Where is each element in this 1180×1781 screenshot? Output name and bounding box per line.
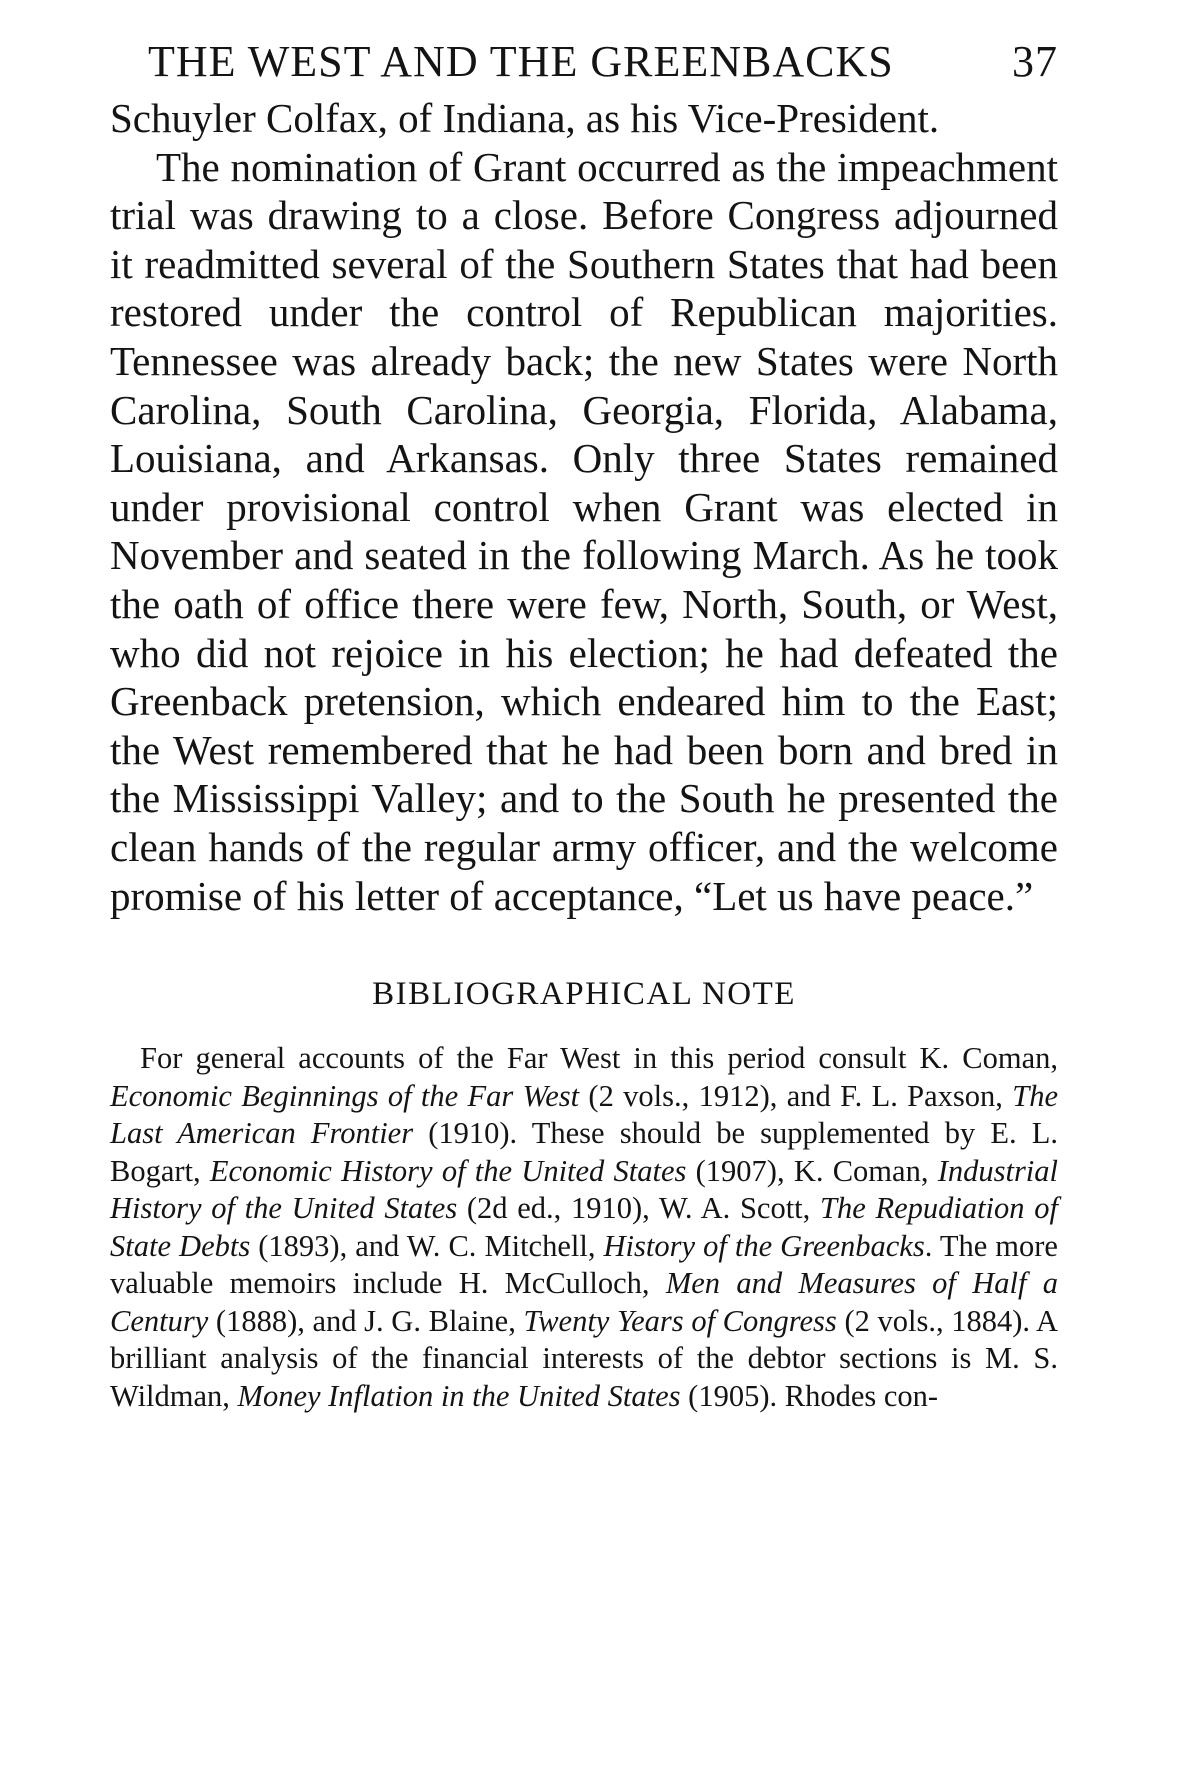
note-text-run: (1907), K. Coman, <box>686 1153 938 1188</box>
note-text-run: For general accounts of the Far West in this period consult K. Coman, <box>140 1041 1058 1076</box>
note-text-run: (1888), and J. G. Blaine, <box>208 1303 524 1338</box>
book-title: The Last American Frontier <box>110 1078 1058 1151</box>
book-title: Men and Measures of Half a Century <box>110 1266 1058 1338</box>
book-title: The Repudiation of State Debts <box>110 1191 1058 1263</box>
paragraph-grant-nomination: The nomination of Grant occurred as the impeachment trial was drawing to a close. Before Congress adjourned it readmitted several of the Southern States that had been restored under the control of Republican majorities. Tennessee was already back; the new States were North Carolina, South Carolina, Georgia, Florida, Alabama, Louisiana, and Arkansas. Only three States remained under provisional control when Grant was elected in November and seated in the following March. As he took the oath of office there were few, North, South, or West, who did not rejoice in his election; he had defeated the Greenback pretension, which endeared him to the East; the West remembered that he had been born and bred in the Mississippi Valley; and to the South he presented the clean hands of the regular army officer, and the welcome promise of his letter of acceptance, “Let us have peace.” <box>110 143 1058 919</box>
note-text-run: (1910). These should be supplemented by E. L. Bogart, <box>110 1116 1058 1188</box>
book-title: Twenty Years of Congress <box>523 1303 837 1338</box>
page-number: 37 <box>1012 37 1058 86</box>
note-text-run: . The more valuable memoirs include H. McCulloch, <box>110 1228 1058 1301</box>
note-text-run: (1893), and W. C. Mitchell, <box>250 1228 604 1263</box>
note-text-run: (2d ed., 1910), W. A. Scott, <box>457 1191 820 1226</box>
bibliographical-note-heading: BIBLIOGRAPHICAL NOTE <box>372 976 796 1013</box>
book-title: Economic Beginnings of the Far West <box>110 1078 580 1113</box>
running-head <box>110 36 1058 88</box>
book-title: Economic History of the United States <box>209 1153 687 1188</box>
bibliographical-note-text <box>110 1040 1058 1415</box>
book-title: Money Inflation in the United States <box>237 1378 681 1413</box>
book-title: History of the Greenbacks <box>603 1228 925 1263</box>
book-title: Industrial History of the United States <box>110 1153 1059 1226</box>
note-text-run: (1905). Rhodes con- <box>680 1378 939 1413</box>
note-text-run: (2 vols., 1884). A brilliant analysis of the financial interests of the debtor sections is M. S. Wildman, <box>110 1303 1058 1413</box>
note-text-run: (2 vols., 1912), and F. L. Paxson, <box>579 1078 1013 1113</box>
paragraph-continuation: Schuyler Colfax, of Indiana, as his Vice-President. <box>110 95 940 141</box>
book-page <box>110 36 1058 1415</box>
running-head-title: THE WEST AND THE GREENBACKS <box>148 37 894 86</box>
